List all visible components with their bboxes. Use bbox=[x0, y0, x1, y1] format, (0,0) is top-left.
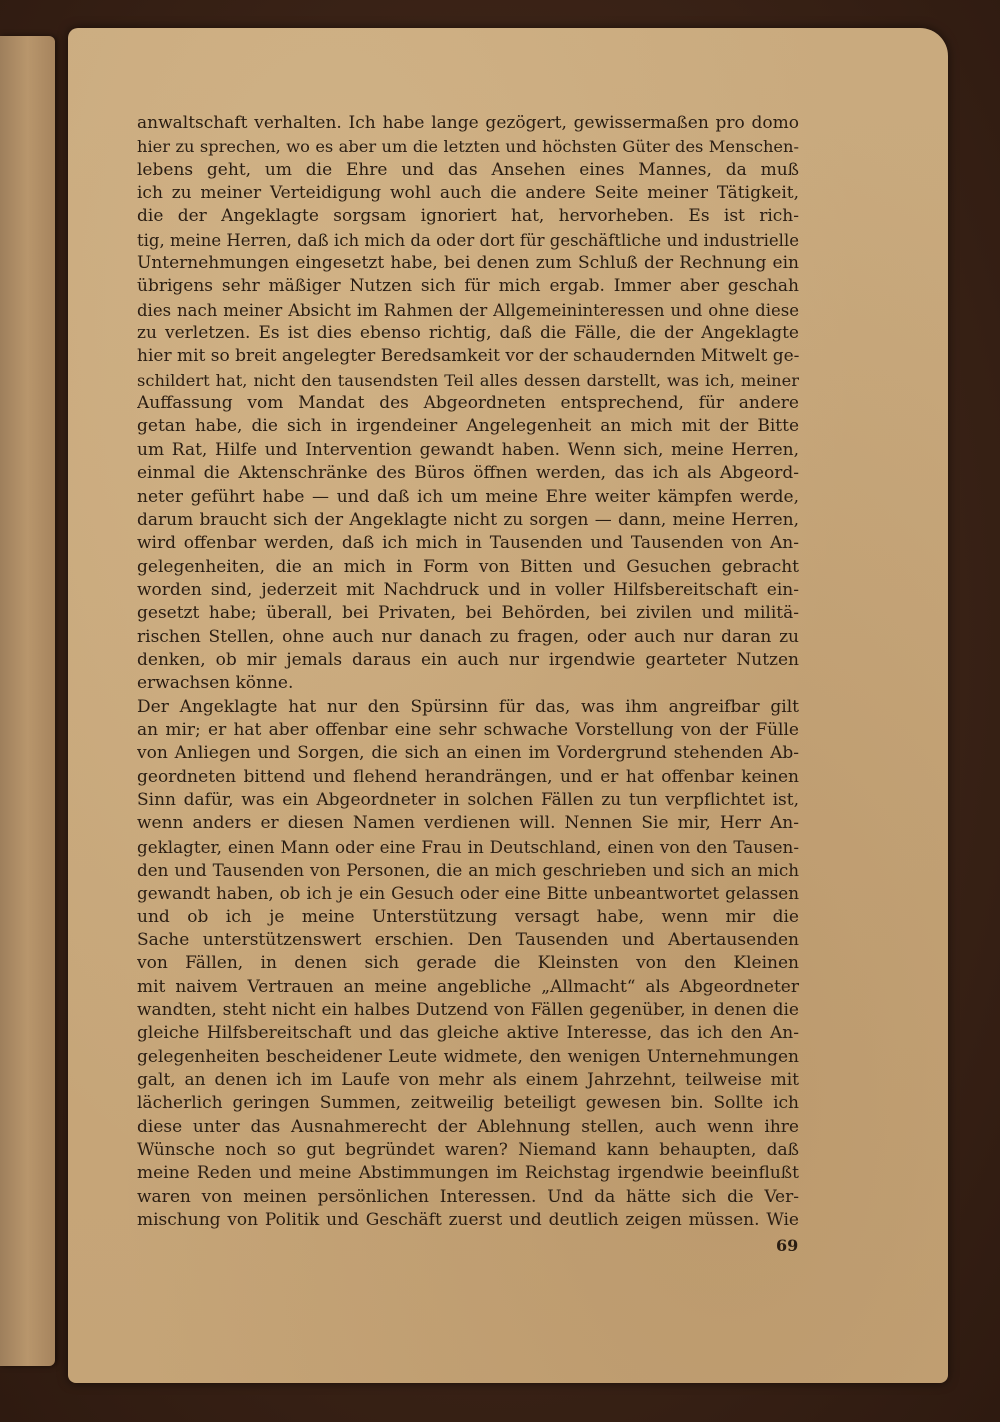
text-line: darum braucht sich der Angeklagte nicht zu sorgen — dann, meine Herren, bbox=[137, 509, 799, 530]
text-line: gesetzt habe; überall, bei Privaten, bei Behörden, bei zivilen und militä- bbox=[137, 603, 799, 624]
text-line: Auffassung vom Mandat des Abgeordneten entsprechend, für andere bbox=[137, 393, 799, 414]
text-line: mischung von Politik und Geschäft zuerst und deutlich zeigen müssen. Wie bbox=[137, 1210, 799, 1231]
text-line: Sinn dafür, was ein Abgeordneter in solchen Fällen zu tun verpflichtet ist, bbox=[137, 789, 799, 810]
text-line: worden sind, jederzeit mit Nachdruck und in voller Hilfsbereitschaft ein- bbox=[137, 579, 799, 600]
text-line: Der Angeklagte hat nur den Spürsinn für das, was ihm angreifbar gilt bbox=[137, 696, 799, 717]
body-text bbox=[137, 112, 799, 1233]
text-line: Unternehmungen eingesetzt habe, bei denen zum Schluß der Rechnung ein bbox=[137, 253, 799, 274]
text-line: übrigens sehr mäßiger Nutzen sich für mich ergab. Immer aber geschah bbox=[137, 276, 799, 297]
text-line: rischen Stellen, ohne auch nur danach zu fragen, oder auch nur daran zu bbox=[137, 626, 799, 647]
text-line: von Anliegen und Sorgen, die sich an einen im Vordergrund stehenden Ab- bbox=[137, 743, 799, 764]
text-line: hier zu sprechen, wo es aber um die letzten und höchsten Güter des Menschen- bbox=[137, 137, 799, 157]
text-line: tig, meine Herren, daß ich mich da oder dort für geschäftliche und industrielle bbox=[137, 230, 799, 250]
text-line: denken, ob mir jemals daraus ein auch nur irgendwie gearteter Nutzen bbox=[137, 649, 799, 670]
text-line: zu verletzen. Es ist dies ebenso richtig, daß die Fälle, die der Angeklagte bbox=[137, 323, 799, 344]
text-line: geklagter, einen Mann oder eine Frau in Deutschland, einen von den Tausen- bbox=[137, 836, 799, 857]
text-line: Sache unterstützenswert erschien. Den Tausenden und Abertausenden bbox=[137, 930, 799, 951]
text-line: hier mit so breit angelegter Beredsamkeit vor der schaudernden Mitwelt ge- bbox=[137, 346, 799, 367]
text-line: gelegenheiten, die an mich in Form von Bitten und Gesuchen gebracht bbox=[137, 556, 799, 577]
text-line-emphasis: neter geführt habe — und daß ich um meine Ehre weiter kämpfen werde, bbox=[137, 486, 799, 507]
facing-page-edge bbox=[0, 36, 55, 1366]
text-line: einmal die Aktenschränke des Büros öffnen werden, das ich als Abgeord- bbox=[137, 463, 799, 484]
text-line: an mir; er hat aber offenbar eine sehr schwache Vorstellung von der Fülle bbox=[137, 719, 799, 740]
text-line: waren von meinen persönlichen Interessen. Und da hätte sich die Ver- bbox=[137, 1186, 799, 1207]
text-line: mit naivem Vertrauen an meine angebliche „Allmacht“ als Abgeordneter bbox=[137, 976, 799, 997]
text-line: dies nach meiner Absicht im Rahmen der Allgemeininteressen und ohne diese bbox=[137, 300, 799, 320]
text-line: den und Tausenden von Personen, die an mich geschrieben und sich an mich bbox=[137, 860, 799, 880]
text-line: gleiche Hilfsbereitschaft und das gleiche aktive Interesse, das ich den An- bbox=[137, 1023, 799, 1044]
text-line: um Rat, Hilfe und Intervention gewandt haben. Wenn sich, meine Herren, bbox=[137, 439, 799, 460]
text-line-paragraph-end: erwachsen könne. bbox=[137, 673, 294, 694]
text-line: wird offenbar werden, daß ich mich in Tausenden und Tausenden von An- bbox=[137, 533, 799, 554]
text-line: von Fällen, in denen sich gerade die Kleinsten von den Kleinen bbox=[137, 953, 799, 974]
text-line: schildert hat, nicht den tausendsten Teil alles dessen darstellt, was ich, meiner bbox=[137, 370, 799, 390]
text-line: meine Reden und meine Abstimmungen im Reichstag irgendwie beeinflußt bbox=[137, 1163, 799, 1184]
text-line: und ob ich je meine Unterstützung versagt habe, wenn mir die bbox=[137, 906, 799, 927]
text-line: die der Angeklagte sorgsam ignoriert hat, hervorheben. Es ist rich- bbox=[137, 206, 799, 227]
text-line: gelegenheiten bescheidener Leute widmete, den wenigen Unternehmungen bbox=[137, 1046, 799, 1067]
text-line: ich zu meiner Verteidigung wohl auch die andere Seite meiner Tätigkeit, bbox=[137, 183, 799, 204]
text-line: diese unter das Ausnahmerecht der Ablehnung stellen, auch wenn ihre bbox=[137, 1116, 799, 1137]
text-line: Wünsche noch so gut begründet waren? Niemand kann behaupten, daß bbox=[137, 1140, 799, 1161]
text-line: geordneten bittend und flehend herandrängen, und er hat offenbar keinen bbox=[137, 766, 799, 787]
text-line: galt, an denen ich im Laufe von mehr als einem Jahrzehnt, teilweise mit bbox=[137, 1070, 799, 1091]
text-line: getan habe, die sich in irgendeiner Angelegenheit an mich mit der Bitte bbox=[137, 416, 799, 437]
text-line: gewandt haben, ob ich je ein Gesuch oder eine Bitte unbeantwortet gelassen bbox=[137, 883, 799, 904]
text-line: wandten, steht nicht ein halbes Dutzend von Fällen gegenüber, in denen die bbox=[137, 1000, 799, 1021]
text-line: lächerlich geringen Summen, zeitweilig beteiligt gewesen bin. Sollte ich bbox=[137, 1093, 799, 1114]
text-line: anwaltschaft verhalten. Ich habe lange gezögert, gewissermaßen pro domo bbox=[137, 113, 799, 133]
text-line: lebens geht, um die Ehre und das Ansehen eines Mannes, da muß bbox=[137, 159, 799, 180]
page-number: 69 bbox=[776, 1236, 799, 1255]
text-line: wenn anders er diesen Namen verdienen will. Nennen Sie mir, Herr An- bbox=[137, 813, 799, 834]
